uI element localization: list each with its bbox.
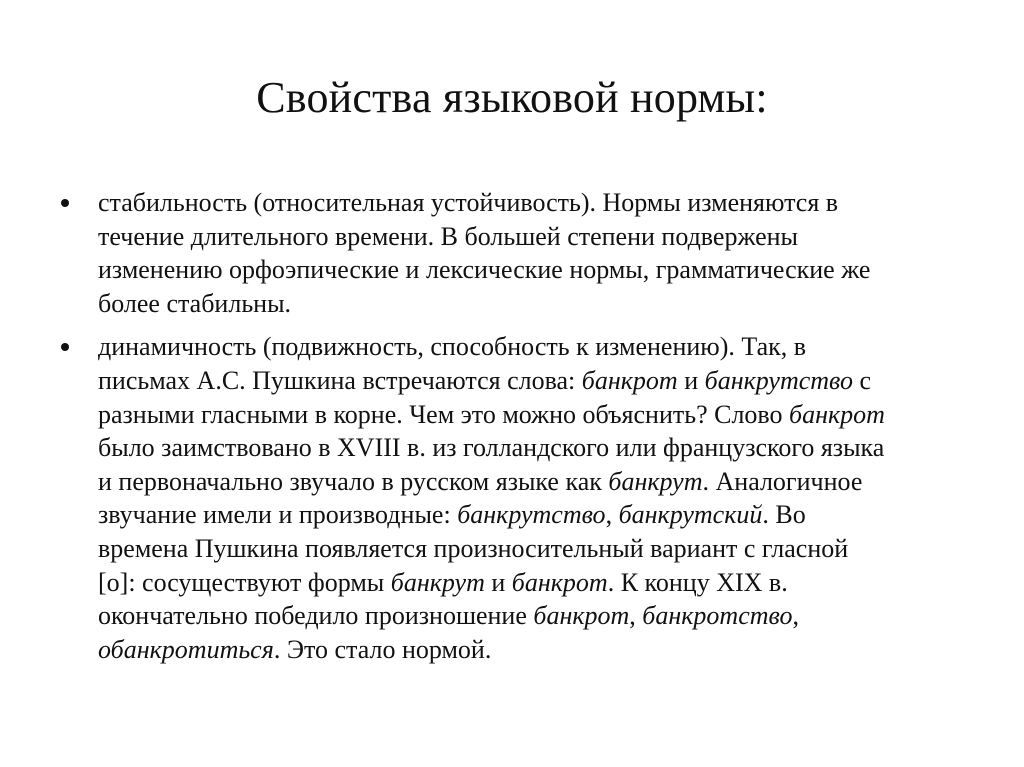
bullet-text-line bbox=[98, 287, 996, 321]
text-run: , bbox=[792, 601, 799, 631]
text-run: и первоначально звучало в русском языке как bbox=[98, 466, 609, 496]
text-run: времена Пушкина появляется произносительный вариант с гласной bbox=[98, 533, 849, 563]
bullet-dot-icon bbox=[61, 199, 69, 207]
text-run: изменению орфоэпические и лексические нормы, грамматические же bbox=[98, 255, 871, 285]
text-run: динамичность (подвижность, способность к изменению). Так, в bbox=[98, 332, 807, 362]
bullet-text-line bbox=[98, 220, 996, 254]
text-run: окончательно победило произношение bbox=[98, 601, 534, 631]
text-run: . Это стало нормой. bbox=[273, 634, 492, 664]
text-run: . Во bbox=[762, 500, 806, 530]
italic-example-word: банкрутство bbox=[704, 365, 853, 395]
italic-example-word: банкрот bbox=[789, 399, 885, 429]
bullet-dot-icon bbox=[61, 343, 69, 351]
text-run: течение длительного времени. В большей степени подвержены bbox=[98, 221, 799, 251]
bullet-text-line bbox=[98, 599, 996, 633]
bullet-item bbox=[56, 330, 996, 666]
text-run: , bbox=[629, 601, 643, 631]
text-run: более стабильны. bbox=[98, 288, 292, 318]
italic-example-word: банкрутство bbox=[457, 500, 606, 530]
bullet-text-line bbox=[98, 566, 996, 600]
text-run: и bbox=[484, 567, 512, 597]
bullet-text-line bbox=[98, 186, 996, 220]
italic-example-word: банкрот bbox=[511, 567, 608, 597]
bullet-list bbox=[56, 186, 996, 676]
italic-example-word: банкротство bbox=[642, 601, 793, 631]
text-run: с bbox=[853, 365, 872, 395]
text-run: звучание имели и производные: bbox=[98, 500, 458, 530]
text-run: было заимствовано в XVIII в. из голландского или французского языка bbox=[98, 433, 885, 463]
bullet-text-line bbox=[98, 364, 996, 398]
italic-example-word: банкрутский bbox=[618, 500, 763, 530]
text-run: письмах А.С. Пушкина встречаются слова: bbox=[98, 365, 582, 395]
slide-title: Свойства языковой нормы: bbox=[256, 73, 768, 122]
bullet-text-line bbox=[98, 465, 996, 499]
text-run: . Аналогичное bbox=[702, 466, 863, 496]
bullet-text-line bbox=[98, 532, 996, 566]
text-run: . К концу XIX в. bbox=[607, 567, 788, 597]
bullet-text-line bbox=[98, 431, 996, 465]
italic-example-word: банкрот bbox=[581, 365, 678, 395]
bullet-text-line bbox=[98, 498, 996, 532]
text-run: и bbox=[677, 365, 705, 395]
italic-example-word: банкрот bbox=[533, 601, 630, 631]
italic-example-word: обанкротиться bbox=[98, 634, 274, 664]
text-run: стабильность (относительная устойчивость). Нормы изменяются в bbox=[98, 188, 839, 217]
bullet-text-line bbox=[98, 398, 996, 432]
italic-example-word: банкрут bbox=[390, 567, 485, 597]
bullet-text-line bbox=[98, 330, 996, 364]
text-run: [о]: сосуществуют формы bbox=[98, 567, 391, 597]
bullet-text-line bbox=[98, 633, 996, 667]
bullet-text-line bbox=[98, 253, 996, 287]
bullet-item bbox=[56, 186, 996, 320]
text-run: разными гласными в корне. Чем это можно объяснить? Слово bbox=[98, 399, 790, 429]
italic-example-word: банкрут bbox=[608, 466, 703, 496]
text-run: , bbox=[605, 500, 619, 530]
